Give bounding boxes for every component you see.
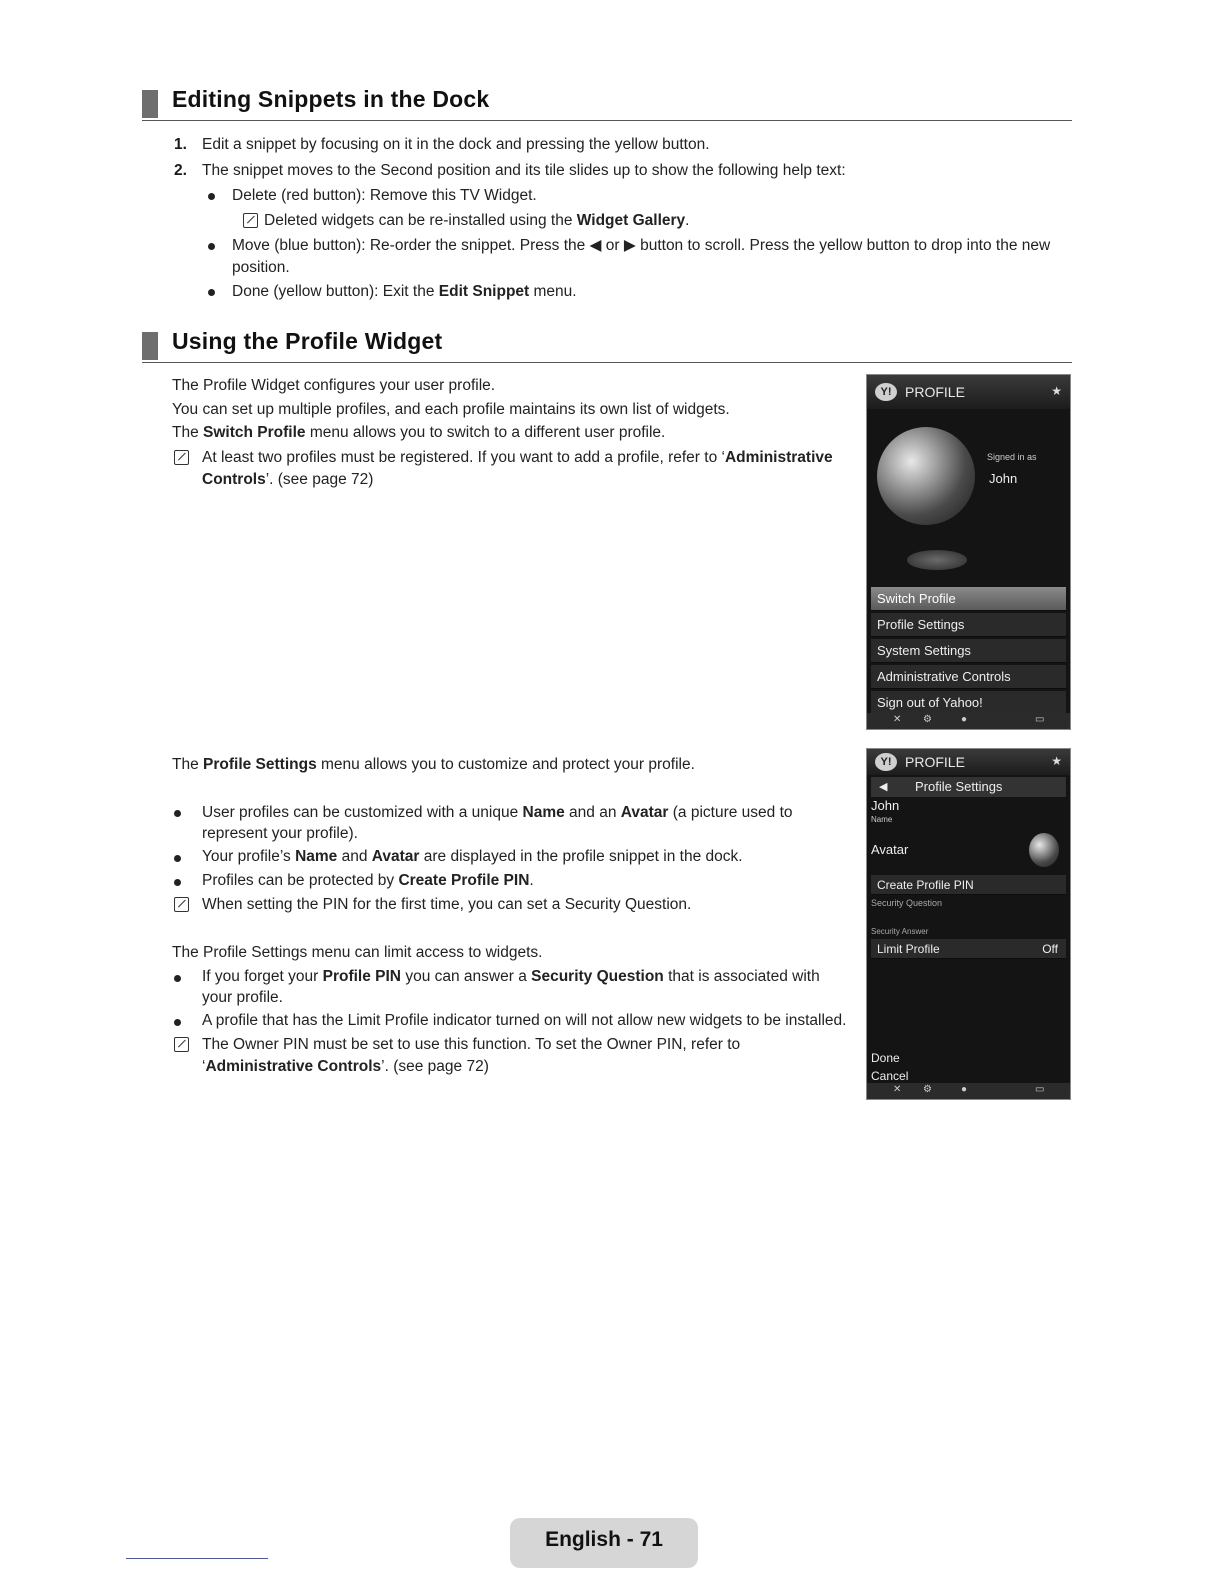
bullet-dot xyxy=(174,1019,181,1026)
star-icon: ★ xyxy=(1051,754,1062,768)
name-value[interactable]: John xyxy=(871,798,900,813)
widget-icon: ▭ xyxy=(1035,714,1045,725)
bullet-text: User profiles can be customized with a unique Name and an Avatar (a picture used to xyxy=(202,804,793,821)
section-title: Using the Profile Widget xyxy=(172,328,443,354)
submenu-title: Profile Settings xyxy=(915,779,1003,794)
bullet-text: If you forget your Profile PIN you can answer a Security Question that is associated with xyxy=(202,968,820,985)
step-text: The snippet moves to the Second position and its tile slides up to show the following help text: xyxy=(202,162,846,179)
step-text: Edit a snippet by focusing on it in the dock and pressing the yellow button. xyxy=(202,136,710,153)
bullet-text: A profile that has the Limit Profile indicator turned on will not allow new widgets to be installed. xyxy=(202,1012,847,1029)
back-arrow-icon[interactable]: ◀ xyxy=(879,781,888,793)
security-question[interactable]: Security Question xyxy=(871,898,943,908)
step-number: 1. xyxy=(174,136,187,153)
paragraph: The Profile Widget configures your user profile. xyxy=(172,377,496,394)
menu-item-administrative-controls[interactable]: Administrative Controls xyxy=(871,665,1066,689)
paragraph: You can set up multiple profiles, and each profile maintains its own list of widgets. xyxy=(172,401,730,418)
bullet-text: position. xyxy=(232,259,290,276)
note-icon xyxy=(243,213,258,228)
signed-in-label: Signed in as xyxy=(987,452,1037,462)
paragraph: The Profile Settings menu can limit access to widgets. xyxy=(172,944,543,961)
user-name: John xyxy=(989,471,1018,486)
screen-title: PROFILE xyxy=(905,754,965,770)
paragraph: The Profile Settings menu allows you to customize and protect your profile. xyxy=(172,756,695,773)
note-text: Deleted widgets can be re-installed using the Widget Gallery. xyxy=(264,212,690,229)
step-number: 2. xyxy=(174,162,187,179)
footer-rule xyxy=(126,1558,268,1559)
limit-profile-value: Off xyxy=(1042,942,1058,956)
bullet-dot xyxy=(208,243,215,250)
note-text: The Owner PIN must be set to use this function. To set the Owner PIN, refer to xyxy=(202,1036,741,1053)
limit-profile-label: Limit Profile xyxy=(877,942,940,956)
section-marker xyxy=(142,332,158,360)
screen-title: PROFILE xyxy=(905,384,965,400)
screen-footer xyxy=(867,713,1070,729)
section-header-profile-widget xyxy=(142,328,1072,363)
name-label: Name xyxy=(871,815,893,824)
bullet-dot xyxy=(174,975,181,982)
menu-item-switch-profile[interactable]: Switch Profile xyxy=(871,587,1066,611)
globe-avatar xyxy=(877,427,975,525)
profile-screen xyxy=(866,374,1071,730)
note-text: When setting the PIN for the first time, you can set a Security Question. xyxy=(202,896,692,913)
close-icon: ✕ xyxy=(893,714,902,725)
bullet-text: Profiles can be protected by Create Profile PIN. xyxy=(202,872,534,889)
create-profile-pin[interactable]: Create Profile PIN xyxy=(871,875,1066,895)
menu-item-system-settings[interactable]: System Settings xyxy=(871,639,1066,663)
avatar-label[interactable]: Avatar xyxy=(871,842,909,857)
limit-profile[interactable] xyxy=(871,939,1066,959)
bullet-text: represent your profile). xyxy=(202,825,358,842)
bullet-text: Delete (red button): Remove this TV Widget. xyxy=(232,187,537,204)
bullet-text: your profile. xyxy=(202,989,283,1006)
section-title: Editing Snippets in the Dock xyxy=(172,86,490,112)
profile-settings-screen xyxy=(866,748,1071,1100)
paragraph: The Switch Profile menu allows you to switch to a different user profile. xyxy=(172,424,666,441)
avatar-thumbnail xyxy=(1029,833,1059,867)
note-text: ‘Administrative Controls’. (see page 72) xyxy=(202,1058,489,1075)
star-icon: ★ xyxy=(1051,384,1062,398)
yahoo-icon: ● xyxy=(961,1084,968,1095)
bullet-dot xyxy=(208,289,215,296)
bullet-dot xyxy=(174,855,181,862)
done-button[interactable]: Done xyxy=(871,1051,900,1065)
bullet-dot xyxy=(174,810,181,817)
screen-footer xyxy=(867,1083,1070,1099)
note-icon xyxy=(174,897,189,912)
note-icon xyxy=(174,1037,189,1052)
bullet-text: Your profile’s Name and Avatar are displayed in the profile snippet in the dock. xyxy=(202,848,743,865)
security-answer[interactable]: Security Answer xyxy=(871,927,929,936)
bullet-dot xyxy=(174,879,181,886)
page-number: English - 71 xyxy=(545,1528,663,1551)
gear-icon: ⚙ xyxy=(923,1084,932,1095)
note-text: Controls’. (see page 72) xyxy=(202,471,374,488)
yahoo-icon: ● xyxy=(961,714,968,725)
gear-icon: ⚙ xyxy=(923,714,932,725)
screen-header xyxy=(867,375,1070,409)
close-icon: ✕ xyxy=(893,1084,902,1095)
avatar-pedestal xyxy=(907,550,967,570)
bullet-dot xyxy=(208,193,215,200)
yahoo-logo-icon: Y! xyxy=(875,383,897,401)
menu-item-sign-out[interactable]: Sign out of Yahoo! xyxy=(871,691,1066,715)
yahoo-logo-icon: Y! xyxy=(875,753,897,771)
section-marker xyxy=(142,90,158,118)
widget-icon: ▭ xyxy=(1035,1084,1045,1095)
section-header-editing-snippets xyxy=(142,86,1072,121)
cancel-button[interactable]: Cancel xyxy=(871,1069,909,1083)
note-icon xyxy=(174,450,189,465)
page-number-badge xyxy=(510,1518,698,1568)
bullet-text: Done (yellow button): Exit the Edit Snippet menu. xyxy=(232,283,577,300)
submenu-bar[interactable] xyxy=(871,777,1066,797)
note-text: At least two profiles must be registered. If you want to add a profile, refer to ‘Administrative xyxy=(202,449,833,466)
menu-item-profile-settings[interactable]: Profile Settings xyxy=(871,613,1066,637)
bullet-text: Move (blue button): Re-order the snippet. Press the ◀ or ▶ button to scroll. Press the yellow button to drop into the new xyxy=(232,237,1051,254)
screen-header xyxy=(867,749,1070,775)
